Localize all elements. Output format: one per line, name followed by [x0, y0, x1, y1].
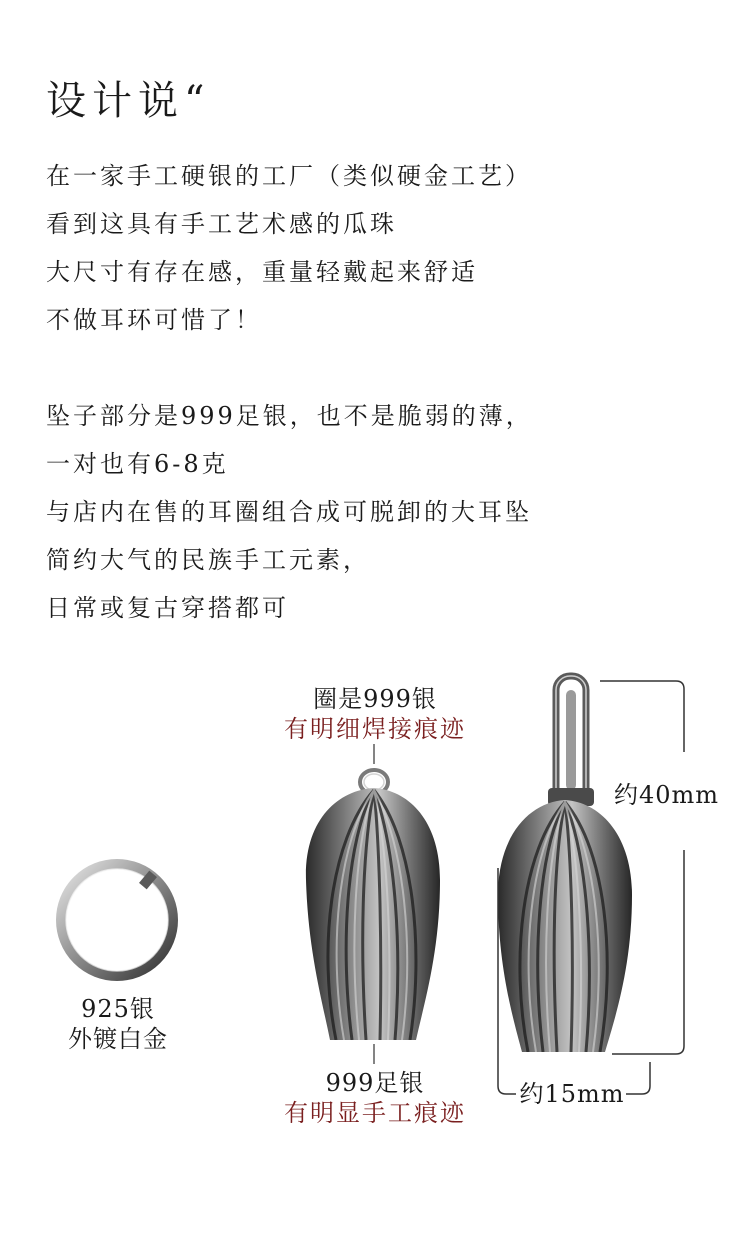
height-dimension-label: 约40mm [614, 781, 720, 809]
detail-line: 日常或复古穿搭都可 [46, 594, 289, 622]
detail-line: 一对也有6-8克 [46, 450, 229, 478]
pendant-material-label: 999足银 [325, 1069, 425, 1097]
intro-line: 大尺寸有存在感，重量轻戴起来舒适 [46, 258, 478, 286]
pendant-front-view [306, 770, 440, 1040]
detail-line: 简约大气的民族手工元素， [46, 546, 370, 574]
hoop-material-label: 925银 [81, 995, 155, 1023]
hoop-plating-label: 外镀白金 [68, 1025, 168, 1053]
hoop-earring [61, 864, 173, 976]
intro-line: 在一家手工硬银的工厂（类似硬金工艺） [46, 162, 532, 190]
pendant-with-clasp [498, 676, 632, 1052]
width-dimension-label: 约15mm [519, 1080, 625, 1108]
intro-line: 不做耳环可惜了！ [46, 306, 262, 334]
pendant-note-label: 有明显手工痕迹 [284, 1099, 466, 1127]
ring-note-label: 有明细焊接痕迹 [284, 715, 466, 743]
detail-line: 与店内在售的耳圈组合成可脱卸的大耳坠 [46, 498, 532, 526]
height-bracket-top [600, 681, 684, 752]
width-bracket-right [626, 1062, 650, 1094]
ring-material-label: 圈是999银 [313, 685, 437, 713]
detail-line: 坠子部分是999足银，也不是脆弱的薄， [46, 402, 533, 430]
intro-line: 看到这具有手工艺术感的瓜珠 [46, 210, 397, 238]
page-title: 设计说“ [46, 78, 211, 124]
